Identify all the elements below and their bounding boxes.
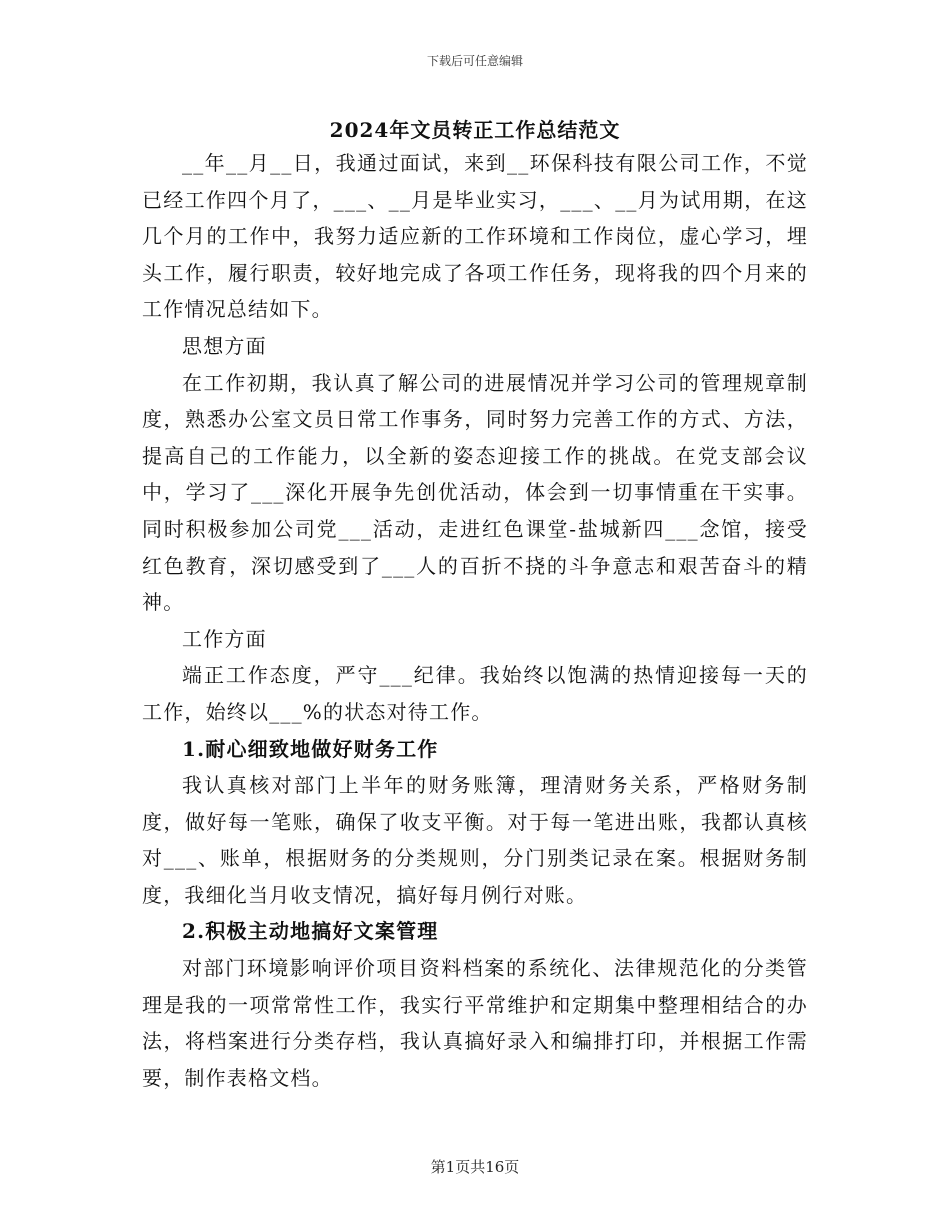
subheading-archive: 2.积极主动地搞好文案管理 [182,919,439,944]
finance-paragraph: 我认真核对部门上半年的财务账簿，理清财务关系，严格财务制度，做好每一笔账，确保了收支平衡。对于每一笔进出账，我都认真核对___、账单，根据财务的分类规则，分门别类记录在案。根据财务制度，我细化当月收支情况，搞好每月例行对账。 [142,773,808,907]
section-heading-thought: 思想方面 [182,333,267,358]
page-number-footer: 第1页共16页 [430,1158,520,1176]
document-title: 2024年文员转正工作总结范文 [329,118,621,142]
intro-paragraph: __年__月__日，我通过面试，来到__环保科技有限公司工作，不觉已经工作四个月了，___、__月是毕业实习，___、__月为试用期，在这几个月的工作中，我努力适应新的工作环境和工作岗位，虚心学习，埋头工作，履行职责，较好地完成了各项工作任务，现将我的四个月来的工作情况总结如下。 [142,151,808,322]
subheading-finance: 1.耐心细致地做好财务工作 [182,736,439,761]
archive-paragraph: 对部门环境影响评价项目资料档案的系统化、法律规范化的分类管理是我的一项常常性工作，我实行平常维护和定期集中整理相结合的办法，将档案进行分类存档，我认真搞好录入和编排打印，并根据工作需要，制作表格文档。 [142,956,808,1090]
work-paragraph: 端正工作态度，严守___纪律。我始终以饱满的热情迎接每一天的工作，始终以___%的状态对待工作。 [142,663,808,724]
thought-paragraph: 在工作初期，我认真了解公司的进展情况并学习公司的管理规章制度，熟悉办公室文员日常工作事务，同时努力完善工作的方式、方法，提高自己的工作能力，以全新的姿态迎接工作的挑战。在党支部会议中，学习了___深化开展争先创优活动，体会到一切事情重在干实事。同时积极参加公司党___活动，走进红色课堂-盐城新四___念馆，接受红色教育，深切感受到了___人的百折不挠的斗争意志和艰苦奋斗的精神。 [142,370,808,615]
header-note: 下载后可任意编辑 [426,54,523,68]
document-body [142,145,808,1096]
section-heading-work: 工作方面 [182,626,267,651]
